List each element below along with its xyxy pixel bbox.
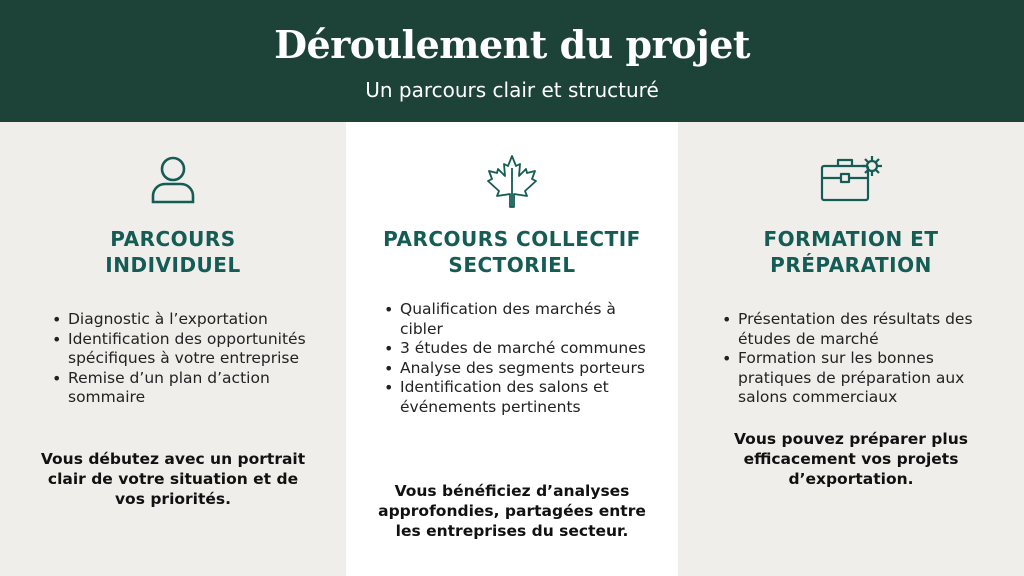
page-title: Déroulement du projet [274,22,750,67]
list-item: • Diagnostic à l’exportation [52,310,322,330]
header-banner [0,0,1024,122]
list-item: • Présentation des résultats des études de marché [722,310,997,349]
bullet-list [52,310,322,408]
person-icon [0,152,346,208]
page-subtitle: Un parcours clair et structuré [365,78,659,102]
list-item: • Remise d’un plan d’action sommaire [52,369,322,408]
briefcase-gear-icon [678,152,1024,208]
columns-container [0,122,1024,576]
bullet-list [722,310,997,408]
list-item: • Analyse des segments porteurs [384,359,659,379]
list-item: • Formation sur les bonnes pratiques de préparation aux salons commerciaux [722,349,997,408]
column-title-line2: PRÉPARATION [770,253,932,277]
column-title-line1: FORMATION ET [763,227,939,251]
column-training [678,122,1024,576]
column-individual [0,122,346,576]
list-item: • 3 études de marché communes [384,339,659,359]
column-summary: Vous débutez avec un portrait clair de votre situation et de vos priorités. [40,450,306,508]
column-title [0,226,346,278]
column-title-line1: PARCOURS [110,227,236,251]
column-title [346,226,678,278]
column-summary: Vous bénéficiez d’analyses approfondies, partagées entre les entreprises du secteur. [378,482,646,540]
list-item: • Identification des salons et événements pertinents [384,378,659,417]
column-collective [346,122,678,576]
list-item: • Qualification des marchés à cibler [384,300,659,339]
list-item: • Identification des opportunités spécifiques à votre entreprise [52,330,322,369]
column-title [678,226,1024,278]
maple-leaf-icon [346,152,678,208]
bullet-list [384,300,659,417]
column-summary: Vous pouvez préparer plus efficacement vos projets d’exportation. [734,430,968,488]
column-title-line2: INDIVIDUEL [105,253,241,277]
column-title-line2: SECTORIEL [448,253,576,277]
column-title-line1: PARCOURS COLLECTIF [383,227,641,251]
